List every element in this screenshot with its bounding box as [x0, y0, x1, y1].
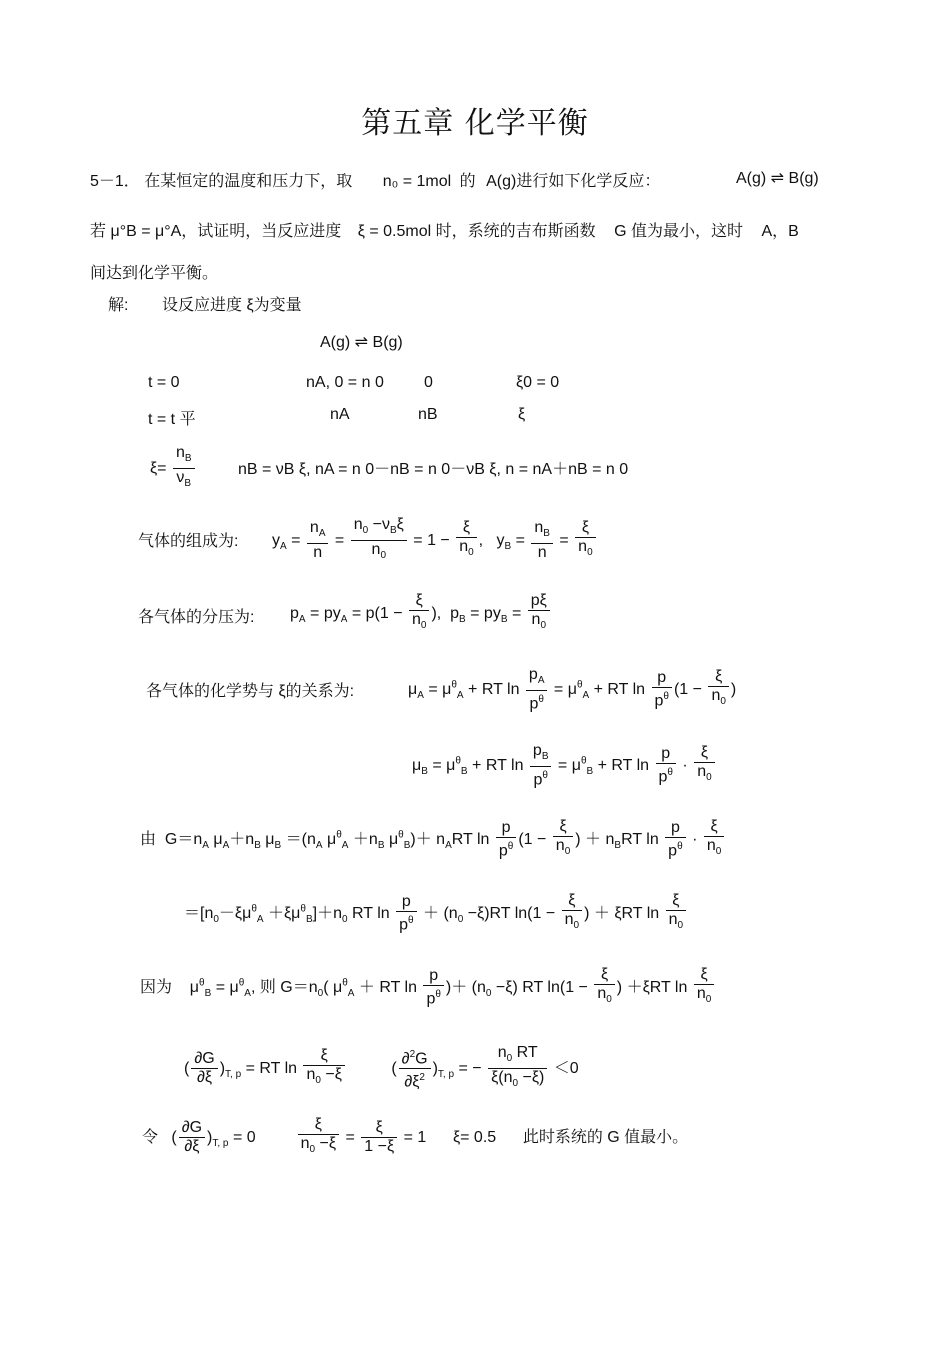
composition-eq: $y_A$ = $\frac{n_A}{n}$ = $\frac{n_0 -\nu_B\xi}{n_0}$ = 1 − $\frac{\xi}{n_0}$ , $y_B$ = $\frac{n_B}{n}$ = $\frac{\xi}{n_0}$	[272, 516, 598, 565]
row-teq-time: t = t 平	[148, 411, 196, 428]
partial-eq: $p_A = py_A = p(1$ − $\frac{\xi}{n_0}$ ), $p_B = py_B$ = $\frac{p\xi}{n_0}$	[290, 592, 552, 635]
solution-intro: 设反应进度 ξ为变量	[162, 297, 302, 314]
page-title: 第五章 化学平衡	[361, 106, 589, 141]
problem-line-3: 间达到化学平衡。	[90, 265, 219, 282]
g-eq-3: 因为 $\mu^\theta_B = \mu^\theta_A$, 则 $G=n_0$( $\mu^\theta_A$ ＋ RT ln $\frac{p}{p^\theta}$ )＋ $(n_0 -\xi)$ RT ln(1 − $\frac{\xi}{n_0}$ ) ＋ξRT ln $\frac{\xi}{n_0}$	[140, 966, 716, 1009]
final-eq: 令 ( $\frac{\partial G}{\partial\xi}$ )$_{T, p} = 0$ $\frac{\xi}{n_0 -\xi}$ = $\frac{\xi}{1 -\xi}$ = 1 ξ= 0.5 此时系统的 G 值最小。	[142, 1116, 689, 1156]
mu-b-eq: $\mu_B = \mu^\theta_B$ + RT ln $\frac{p_B}{p^\theta}$ = $\mu^\theta_B$ + RT ln $\frac{p}{p^\theta}$ · $\frac{\xi}{n_0}$	[412, 742, 717, 790]
row-teq-b: nB	[418, 406, 438, 423]
composition-label: 气体的组成为:	[138, 533, 239, 550]
g-eq-2: $=[n_0-\xi\mu^\theta_A +\xi\mu^\theta_B]+n_0$ RT ln $\frac{p}{p^\theta}$ ＋ $(n_0 -\xi)RT$ ln(1 − $\frac{\xi}{n_0}$ ) ＋ ξRT ln $\frac{\xi}{n_0}$	[184, 892, 688, 935]
row-t0-xi: ξ0 = 0	[516, 374, 560, 391]
partial-label: 各气体的分压为:	[138, 609, 255, 626]
row-t0-a: nA, 0 = n 0	[306, 374, 384, 391]
derivative-eq: ( $\frac{\partial G}{\partial\xi}$ )$_{T, p}$ = RT ln $\frac{\xi}{n_0 -\xi}$ ( $\frac{\partial^2G}{\partial\xi^2}$ )$_{T, p}$ = − $\frac{n_0 RT}{\xi(n_0 -\xi)}$ ＜0	[184, 1044, 579, 1091]
g-eq-1: 由 $G=n_A$ $\mu_A+n_B$ $\mu_B =(n_A$ $\mu^\theta_A +n_B$ $\mu^\theta_B)+ n_ART$ ln $\frac{p}{p^\theta}$ (1 − $\frac{\xi}{n_0}$ ) ＋ $n_BRT$ ln $\frac{p}{p^\theta}$ · $\frac{\xi}{n_0}$	[140, 818, 726, 861]
problem-line-1: 5－1． 在某恒定的温度和压力下，取 n₀ = 1mol 的 A(g)进行如下化学反应： A(g) ⇌ B(g)	[90, 170, 819, 190]
row-teq-a: nA	[330, 406, 350, 423]
mu-a-eq: $\mu_A = \mu^\theta_A$ + RT ln $\frac{p_A}{p^\theta}$ = $\mu^\theta_A$ + RT ln $\frac{p}{p^\theta}$ (1 − $\frac{\xi}{n_0}$ )	[408, 666, 737, 713]
solution-label: 解:	[108, 297, 129, 314]
potential-label: 各气体的化学势与 ξ的关系为:	[146, 683, 355, 700]
problem-line-2: 若 μ°B = μ°A，试证明，当反应进度 ξ = 0.5mol 时，系统的吉布斯函数 G 值为最小，这时 A，B	[90, 223, 799, 240]
mole-relations: nB = νB ξ, nA = n 0－nB = n 0－νB ξ, n = nA＋nB = n 0	[238, 461, 629, 478]
row-t0-time: t = 0	[148, 374, 180, 391]
row-teq-xi: ξ	[518, 406, 526, 423]
row-t0-b: 0	[424, 374, 433, 391]
problem-number: 5－1．	[90, 173, 140, 190]
xi-definition: ξ= $\frac{n_B}{\nu_B}$	[150, 444, 197, 493]
solution-reaction: A(g) ⇌ B(g)	[320, 334, 403, 351]
